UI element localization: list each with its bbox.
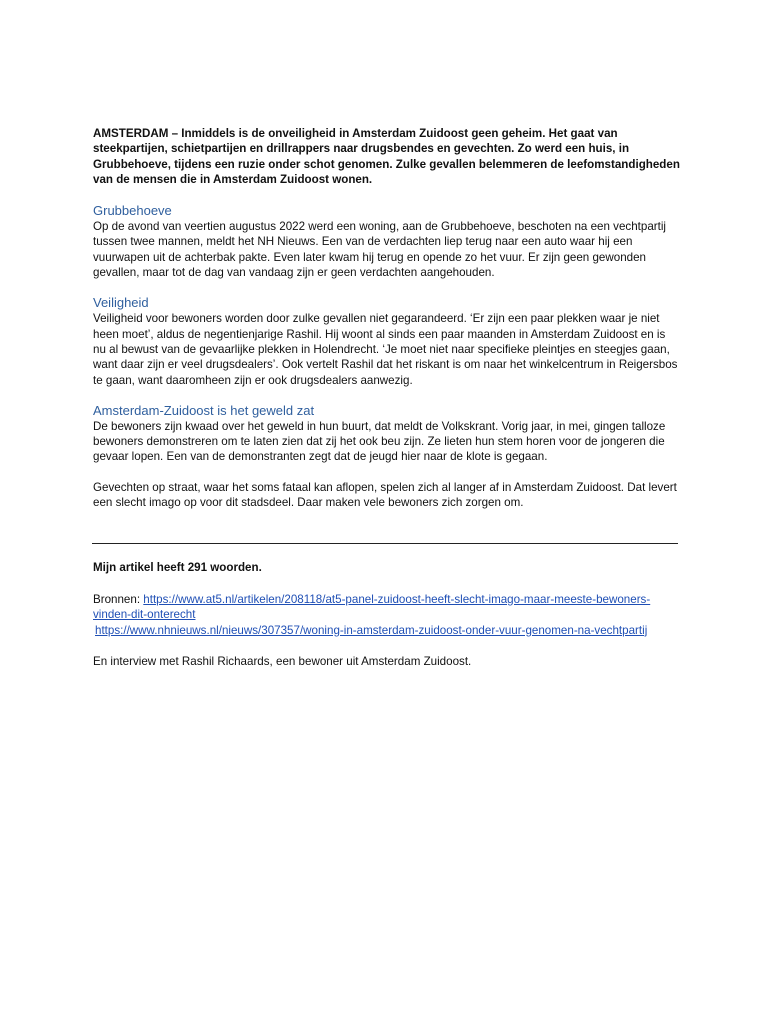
article-intro: AMSTERDAM – Inmiddels is de onveiligheid in Amsterdam Zuidoost geen geheim. Het gaat van steekpartijen, schietpartijen en drillrappers naar drugsbendes en gevechten. Zo werd een huis, in Grubbehoeve, tijdens een ruzie onder schot genomen. Zulke gevallen belemmeren de leefomstandigheden van de mensen die in Amsterdam Zuidoost wonen. [93, 127, 680, 186]
spacer [93, 465, 681, 480]
sources-label: Bronnen: [93, 592, 144, 606]
word-count: Mijn artikel heeft 291 woorden. [93, 561, 262, 574]
spacer [93, 388, 681, 403]
section-heading-geweld: Amsterdam-Zuidoost is het geweld zat [93, 402, 315, 418]
section-body-geweld: De bewoners zijn kwaad over het geweld in hun buurt, dat meldt de Volkskrant. Vorig jaar, in mei, gingen talloze bewoners demonstreren om te laten zien dat zij het ook beu zijn. Ze lieten hun stem horen voor de jongeren die gevaar lopen. Een van de demonstranten zegt dat de jeugd hier naar de klote is gegaan. [93, 419, 666, 464]
interview-note: En interview met Rashil Richaards, een bewoner uit Amsterdam Zuidoost. [93, 655, 472, 669]
spacer [93, 280, 681, 295]
spacer [93, 638, 681, 654]
article-closing: Gevechten op straat, waar het soms fataal kan aflopen, spelen zich al langer af in Amsterdam Zuidoost. Dat levert een slecht imago op voor dit stadsdeel. Daar maken vele bewoners zich zorgen om. [93, 480, 677, 510]
section-heading-veiligheid: Veiligheid [93, 295, 149, 311]
section-body-veiligheid: Veiligheid voor bewoners worden door zulke gevallen niet gegarandeerd. ‘Er zijn een paar plekken waar je niet heen moet’, aldus de negentienjarige Rashil. Hij woont al sinds een paar maanden in Amsterdam Zuidoost en is nu al bewust van de gevaarlijke plekken in Holendrecht. ‘Je moet niet naar specifieke pleintjes en steegjes gaan, want daar zijn er veel drugsdealers’. Ook vertelt Rashil dat het riskant is om naar het winkelcentrum in Reigersbos te gaan, want daaromheen zijn er ook drugsdealers aanwezig. [93, 312, 678, 387]
article-footer [93, 560, 681, 670]
section-heading-grubbehoeve: Grubbehoeve [93, 203, 172, 219]
sources [93, 592, 681, 639]
spacer [93, 576, 681, 592]
article [93, 126, 681, 510]
spacer [93, 187, 681, 203]
source-link-nhnieuws[interactable]: https://www.nhnieuws.nl/nieuws/307357/woning-in-amsterdam-zuidoost-onder-vuur-genomen-na-vechtpartij [95, 623, 648, 637]
source-link-at5[interactable]: https://www.at5.nl/artikelen/208118/at5-panel-zuidoost-heeft-slecht-imago-maar-meeste-bewoners-vinden-dit-onterecht [93, 592, 651, 622]
horizontal-divider [92, 543, 678, 544]
section-body-grubbehoeve: Op de avond van veertien augustus 2022 werd een woning, aan de Grubbehoeve, beschoten na een vechtpartij tussen twee mannen, meldt het NH Nieuws. Een van de verdachten liep terug naar een auto waar hij een vuurwapen uit de achterbak pakte. Even later kwam hij terug en opende zo het vuur. Er zijn geen gewonden gevallen, maar tot de dag van vandaag zijn er geen verdachten aangehouden. [93, 220, 667, 280]
